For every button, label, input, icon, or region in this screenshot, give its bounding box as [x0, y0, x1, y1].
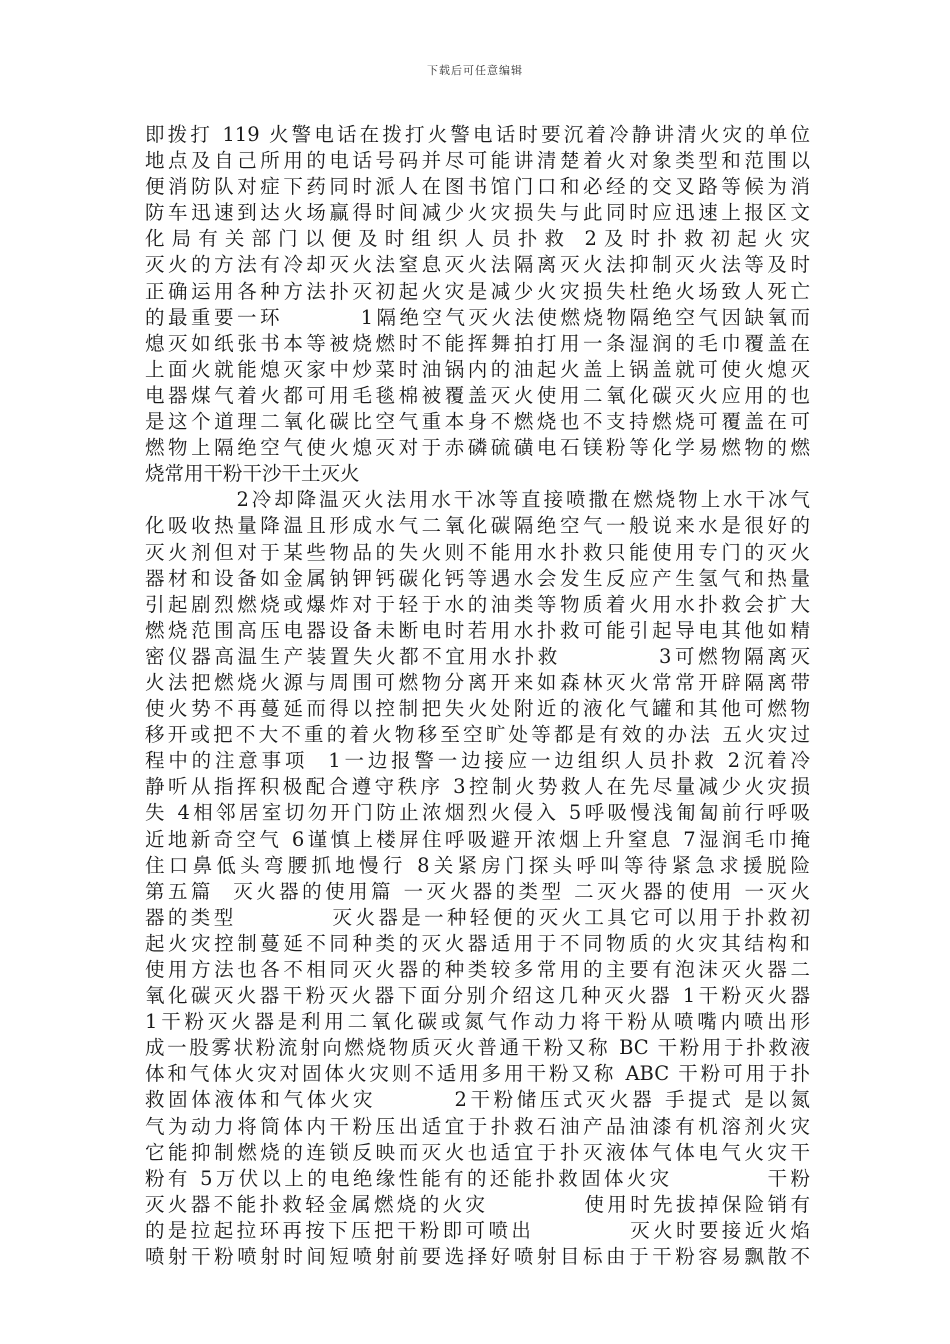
text-line: 使火势不再蔓延而得以控制把失火处附近的液化气罐和其他可燃物 — [145, 697, 810, 721]
text-line: 火法把燃烧火源与周围可燃物分离开来如森林灭火常常开辟隔离带 — [145, 670, 810, 694]
text-line: 的最重要一环 1隔绝空气灭火法使燃烧物隔绝空气因缺氧而 — [145, 305, 810, 329]
text-line: 救固体液体和气体火灾 2干粉储压式灭火器 手提式 是以氮 — [145, 1088, 810, 1112]
text-line: 起火灾控制蔓延不同种类的灭火器适用于不同物质的火灾其结构和 — [145, 931, 810, 955]
text-line: 氧化碳灭火器干粉灭火器下面分别介绍这几种灭火器 1干粉灭火器 — [145, 984, 810, 1008]
text-line: 正确运用各种方法扑灭初起火灾是减少火灾损失杜绝火场致人死亡 — [145, 279, 810, 303]
text-line: 它能抑制燃烧的连锁反映而灭火也适宜于扑灭液体气体电气火灾干 — [145, 1140, 810, 1164]
text-line: 粉有 5万伏以上的电绝缘性能有的还能扑救固体火灾 干粉 — [145, 1166, 810, 1190]
text-line: 近地新奇空气 6谨慎上楼屏住呼吸避开浓烟上升窒息 7湿润毛巾掩 — [145, 827, 810, 851]
text-line: 器的类型 灭火器是一种轻便的灭火工具它可以用于扑救初 — [145, 905, 810, 929]
text-line: 燃烧范围高压电器设备未断电时若用水扑救可能引起导电其他如精 — [145, 618, 810, 642]
text-line: 密仪器高温生产装置失火都不宜用水扑救 3可燃物隔离灭 — [145, 644, 810, 668]
text-line: 静听从指挥积极配合遵守秩序 3控制火势救人在先尽量减少火灾损 — [145, 775, 810, 799]
text-line: 熄灭如纸张书本等被烧燃时不能挥舞拍打用一条湿润的毛巾覆盖在 — [145, 331, 810, 355]
text-line: 电器煤气着火都可用毛毯棉被覆盖灭火使用二氧化碳灭火应用的也 — [145, 383, 810, 407]
text-line: 即拨打 119 火警电话在拨打火警电话时要沉着冷静讲清火灾的单位 — [145, 123, 810, 146]
text-line: 的是拉起拉环再按下压把干粉即可喷出 灭火时要接近火焰 — [145, 1218, 810, 1242]
text-line: 化吸收热量降温且形成水气二氧化碳隔绝空气一般说来水是很好的 — [145, 514, 810, 538]
text-line: 失 4相邻居室切勿开门防止浓烟烈火侵入 5呼吸慢浅匍匐前行呼吸 — [145, 801, 810, 825]
text-line: 燃物上隔绝空气使火熄灭对于赤磷硫磺电石镁粉等化学易燃物的燃 — [145, 436, 810, 460]
text-line: 是这个道理二氧化碳比空气重本身不燃烧也不支持燃烧可覆盖在可 — [145, 410, 810, 434]
text-line: 使用方法也各不相同灭火器的种类较多常用的主要有泡沫灭火器二 — [145, 958, 810, 981]
text-line: 防车迅速到达火场赢得时间减少火灾损失与此同时应迅速上报区文 — [145, 201, 810, 225]
text-line: 化局有关部门以便及时组织人员扑救 2及时扑救初起火灾 — [145, 227, 810, 251]
page-header: 下载后可任意编辑 — [427, 64, 523, 77]
text-line: 上面火就能熄灭家中炒菜时油锅内的油起火盖上锅盖就可使火熄灭 — [145, 357, 810, 381]
text-line: 程中的注意事项 1一边报警一边接应一边组织人员扑救 2沉着冷 — [145, 749, 810, 773]
text-line: 移开或把不大不重的着火物移至空旷处等都是有效的办法 五火灾过 — [145, 723, 810, 747]
text-line: 体和气体火灾对固体火灾则不适用多用干粉又称 ABC 干粉可用于扑 — [145, 1062, 810, 1086]
text-line: 灭火剂但对于某些物品的失火则不能用水扑救只能使用专门的灭火 — [145, 540, 810, 564]
text-line: 烧常用干粉干沙干土灭火 — [145, 462, 360, 486]
text-line: 气为动力将筒体内干粉压出适宜于扑救石油产品油漆有机溶剂火灾 — [145, 1114, 810, 1138]
text-line: 引起剧烈燃烧或爆炸对于轻于水的油类等物质着火用水扑救会扩大 — [145, 592, 810, 616]
text-line: 器材和设备如金属钠钾钙碳化钙等遇水会发生反应产生氢气和热量 — [145, 566, 810, 590]
text-line: 地点及自己所用的电话号码并尽可能讲清楚着火对象类型和范围以 — [145, 149, 810, 173]
text-line: 1干粉灭火器是利用二氧化碳或氮气作动力将干粉从喷嘴内喷出形 — [145, 1010, 810, 1034]
text-line: 喷射干粉喷射时间短喷射前要选择好喷射目标由于干粉容易飘散不 — [145, 1245, 810, 1269]
text-line: 便消防队对症下药同时派人在图书馆门口和必经的交叉路等候为消 — [145, 175, 810, 199]
text-line: 成一股雾状粉流射向燃烧物质灭火普通干粉又称 BC 干粉用于扑救液 — [145, 1036, 810, 1060]
text-line: 住口鼻低头弯腰抓地慢行 8关紧房门探头呼叫等待紧急求援脱险 — [145, 853, 810, 877]
text-line: 2冷却降温灭火法用水干冰等直接喷撒在燃烧物上水干冰气 — [145, 488, 810, 512]
text-line: 灭火器不能扑救轻金属燃烧的火灾 使用时先拔掉保险销有 — [145, 1192, 810, 1216]
text-line: 灭火的方法有冷却灭火法窒息灭火法隔离灭火法抑制灭火法等及时 — [145, 253, 810, 277]
text-line: 第五篇 灭火器的使用篇 一灭火器的类型 二灭火器的使用 一灭火 — [145, 879, 810, 903]
document-body — [145, 122, 810, 1270]
